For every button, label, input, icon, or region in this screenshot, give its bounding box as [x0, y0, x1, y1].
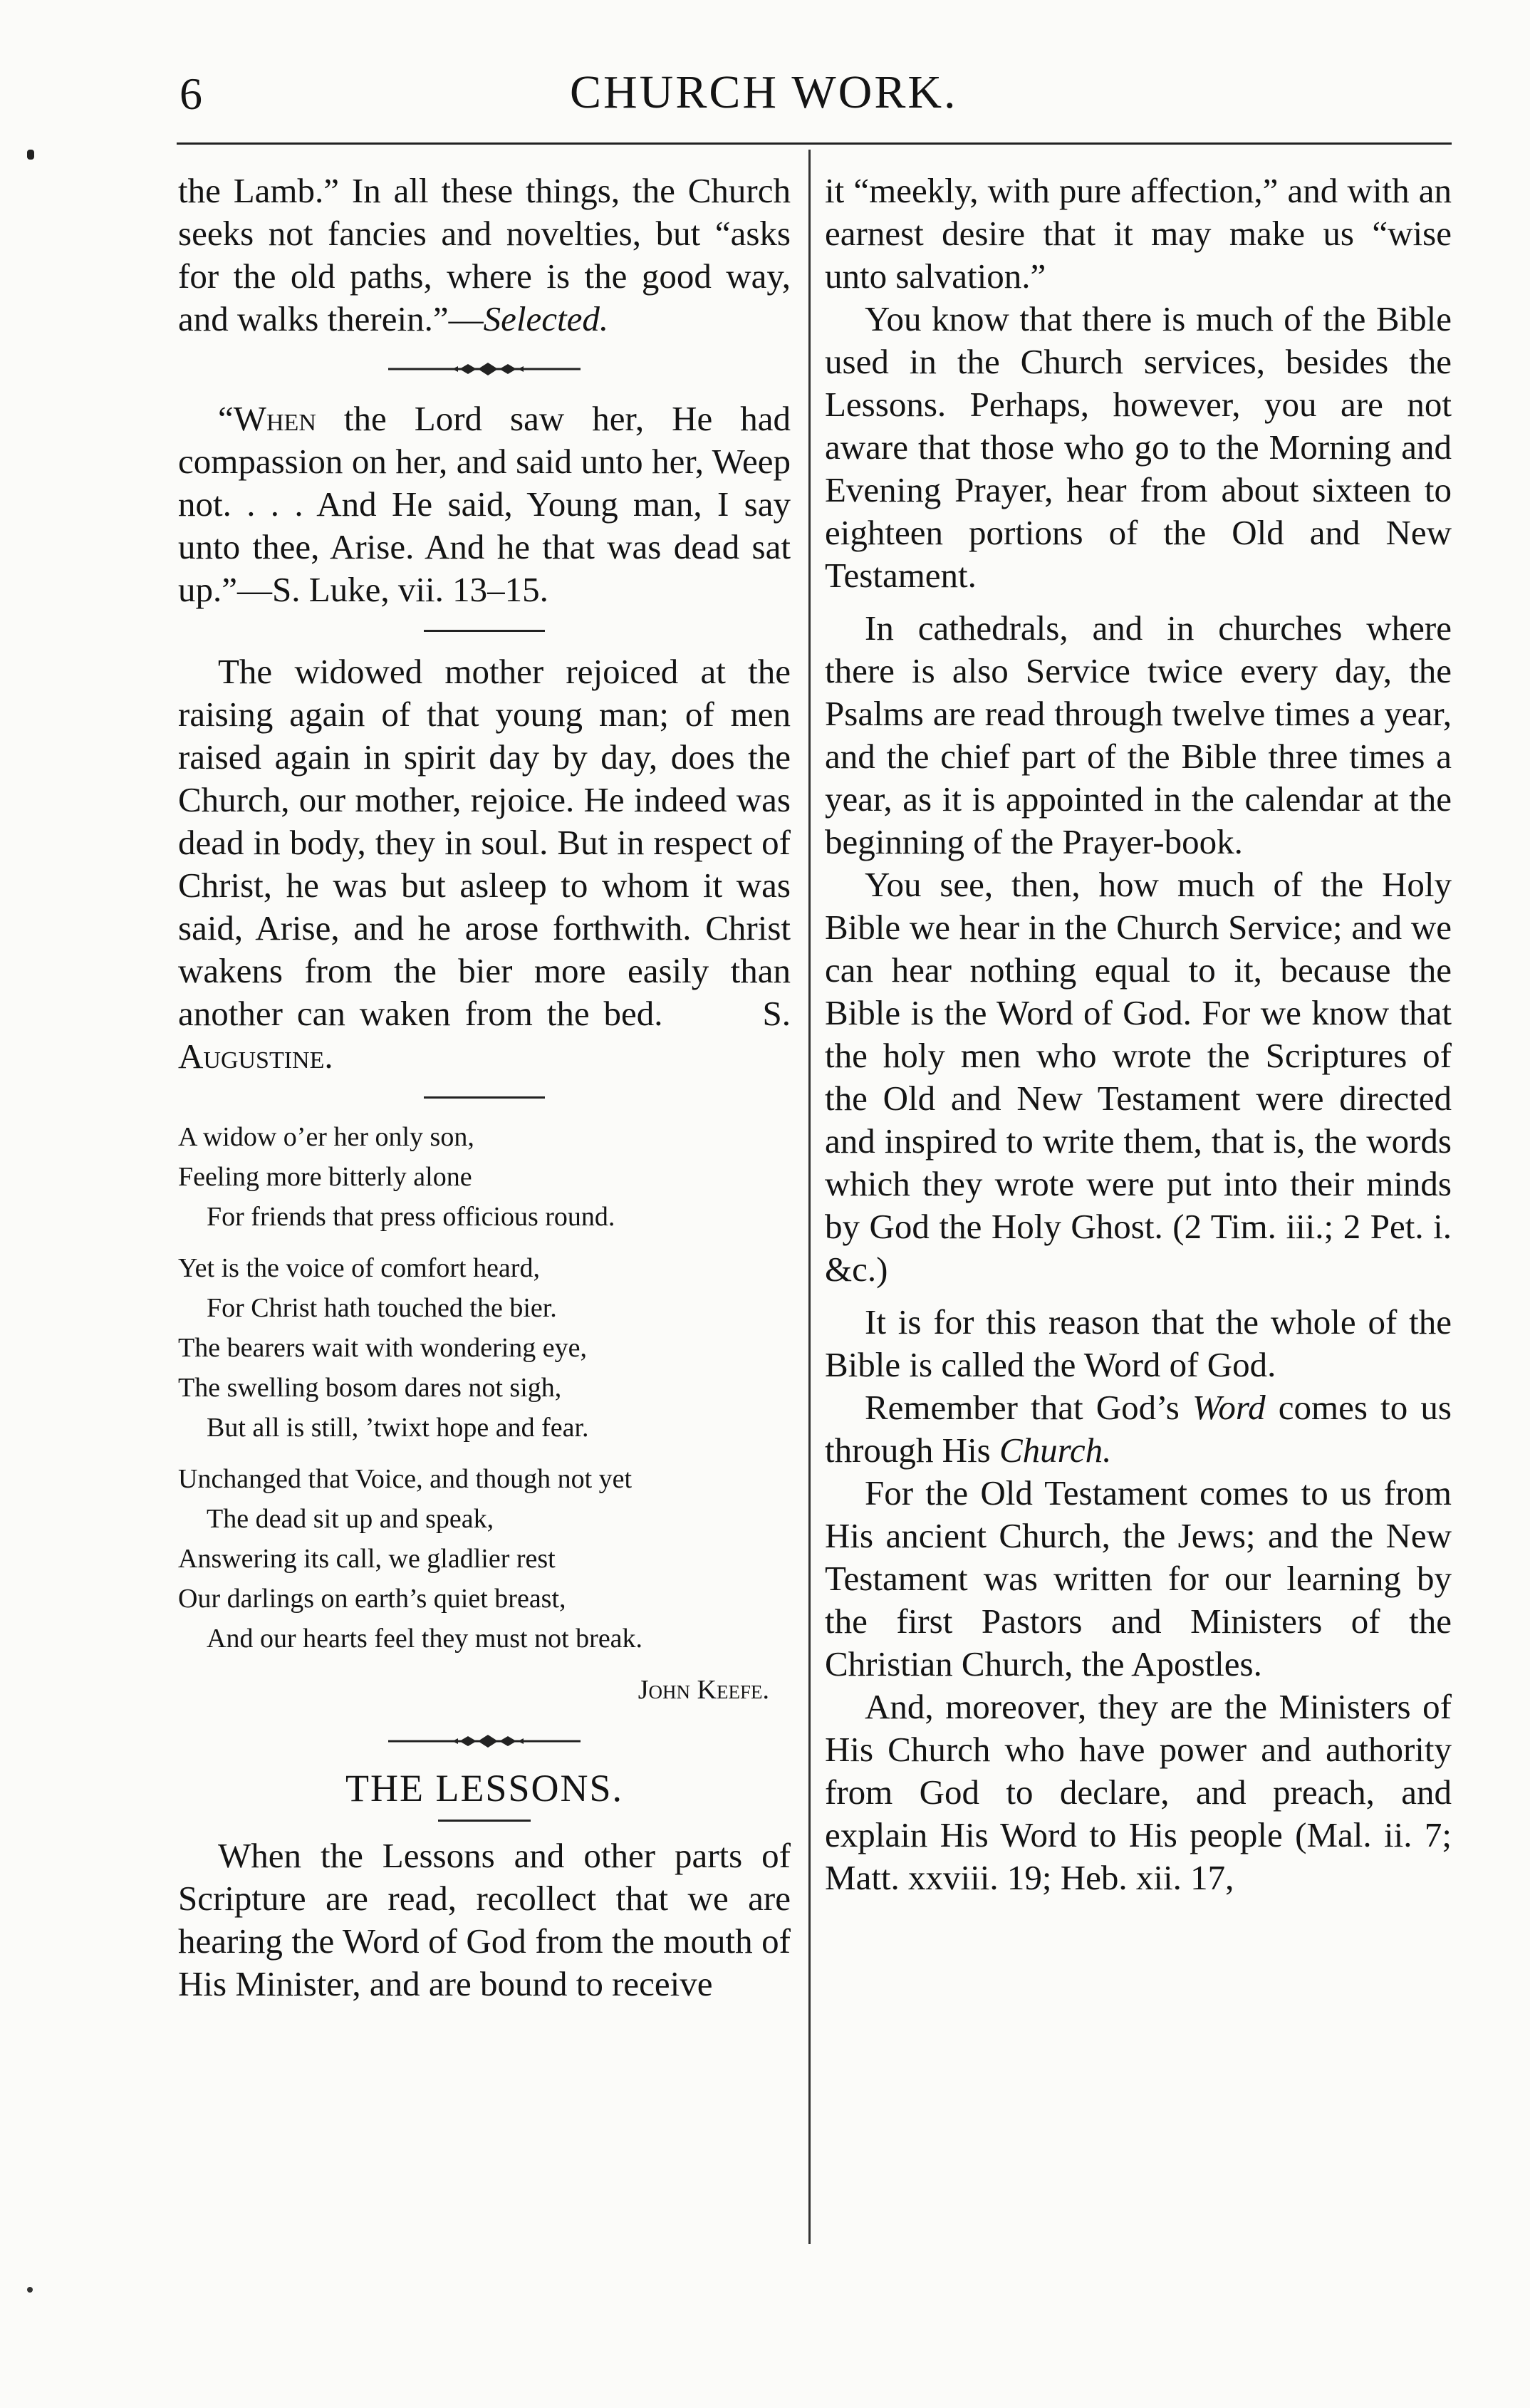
column-divider [808, 150, 811, 2244]
paragraph [178, 170, 791, 341]
poem-stanza [178, 1248, 791, 1448]
print-speck [27, 2287, 33, 2293]
poem-line: The swelling bosom dares not sigh, [178, 1373, 562, 1403]
paragraph: You see, then, how much of the Holy Bible we hear in the Church Service; and we can hear nothing equal to it, because the Bible is the Word of God. For we know that the holy men who wrote the Scriptures of the Old and New Testament were directed and inspired to write them, that is, the words which they wrote were put into their minds by God the Holy Ghost. (2 Tim. iii.; 2 Pet. i. &c.) [825, 865, 1452, 1289]
paragraph-text: comes to us through His [825, 1388, 1452, 1470]
left-column [178, 170, 791, 2005]
poem-line: The dead sit up and speak, [207, 1504, 494, 1534]
paragraph: And, moreover, they are the Ministers of His Church who have power and authority from God to declare, and preach, and explain His Word to His people (Mal. ii. 7; Matt. xxviii. 19; Heb. xii. 17, [825, 1687, 1452, 1897]
poem-line: Feeling more bitterly alone [178, 1162, 472, 1192]
ornament-divider [178, 1720, 791, 1763]
running-title: CHURCH WORK. [570, 66, 958, 118]
poem-stanza [178, 1117, 791, 1237]
quote-body: the Lord saw her, He had compassion on her, and said unto her, Weep not. . . . And He said, Young man, I say unto thee, Arise. And he that was dead sat up.”—S. Luke, vii. 13–15. [178, 399, 791, 609]
poem-line: But all is still, ’twixt hope and fear. [207, 1413, 589, 1443]
emphasis: Church. [999, 1431, 1112, 1470]
paragraph [825, 1386, 1452, 1472]
poem-line: The bearers wait with wondering eye, [178, 1333, 588, 1363]
ornament-divider [178, 348, 791, 390]
poem [178, 1117, 791, 1710]
poem-line: For friends that press officious round. [207, 1202, 615, 1232]
poem-line: Yet is the voice of comfort heard, [178, 1253, 540, 1283]
poem-stanza [178, 1459, 791, 1659]
quote-lead: “When [218, 399, 316, 438]
section-title: THE LESSONS. [345, 1767, 624, 1810]
paragraph: For the Old Testament comes to us from His ancient Church, the Jews; and the New Testament was written for our learning by the first Pastors and Ministers of the Christian Church, the Apostles. [825, 1473, 1452, 1683]
author-attribution: S. Augustine. [178, 994, 791, 1076]
poem-line: Answering its call, we gladlier rest [178, 1544, 556, 1574]
poem-author: John Keefe. [638, 1675, 769, 1705]
print-speck [27, 150, 34, 160]
emphasis: Word [1192, 1388, 1266, 1427]
source-attribution: Selected. [483, 299, 609, 338]
poem-line: For Christ hath touched the bier. [207, 1293, 557, 1323]
paragraph-text: Remember that God’s [865, 1388, 1193, 1427]
short-rule [438, 1820, 531, 1822]
poem-line: Unchanged that Voice, and though not yet [178, 1464, 633, 1494]
paragraph: You know that there is much of the Bible used in the Church services, besides the Lessons. Perhaps, however, you are not aware that those who go to the Morning and Evening Prayer, hear from about sixteen to eighteen portions of the Old and New Testament. [825, 299, 1452, 595]
paragraph: It is for this reason that the whole of the Bible is called the Word of God. [825, 1302, 1452, 1384]
paragraph: In cathedrals, and in churches where there is also Service twice every day, the Psalms are read through twelve times a year, and the chief part of the Bible three times a year, as it is appointed in the calendar at the beginning of the Prayer-book. [825, 608, 1452, 861]
poem-line: A widow o’er her only son, [178, 1122, 474, 1152]
page-number: 6 [179, 68, 202, 119]
paragraph [178, 650, 791, 1078]
poem-line: Our darlings on earth’s quiet breast, [178, 1584, 566, 1614]
paragraph: When the Lessons and other parts of Scripture are read, recollect that we are hearing the Word of God from the mouth of His Minister, and are bound to receive [178, 1836, 791, 2003]
paragraph-text: the Lamb.” In all these things, the Church seeks not fancies and novelties, but “asks for the old paths, where is the good way, and walks therein.”— [178, 171, 791, 338]
paragraph-text: The widowed mother rejoiced at the raising again of that young man; of men raised again in spirit day by day, does the Church, our mother, rejoice. He indeed was dead in body, they in soul. But in respect of Christ, he was but asleep to whom it was said, Arise, and he arose forthwith. Christ wakens from the bier more easily than another can waken from the bed. [178, 652, 791, 1033]
short-rule [424, 630, 545, 632]
short-rule [424, 1096, 545, 1099]
right-column [825, 170, 1452, 1899]
scripture-quote [178, 398, 791, 611]
header-rule [177, 142, 1452, 145]
paragraph: it “meekly, with pure affection,” and with an earnest desire that it may make us “wise unto salvation.” [825, 171, 1452, 296]
poem-line: And our hearts feel they must not break. [207, 1624, 643, 1654]
